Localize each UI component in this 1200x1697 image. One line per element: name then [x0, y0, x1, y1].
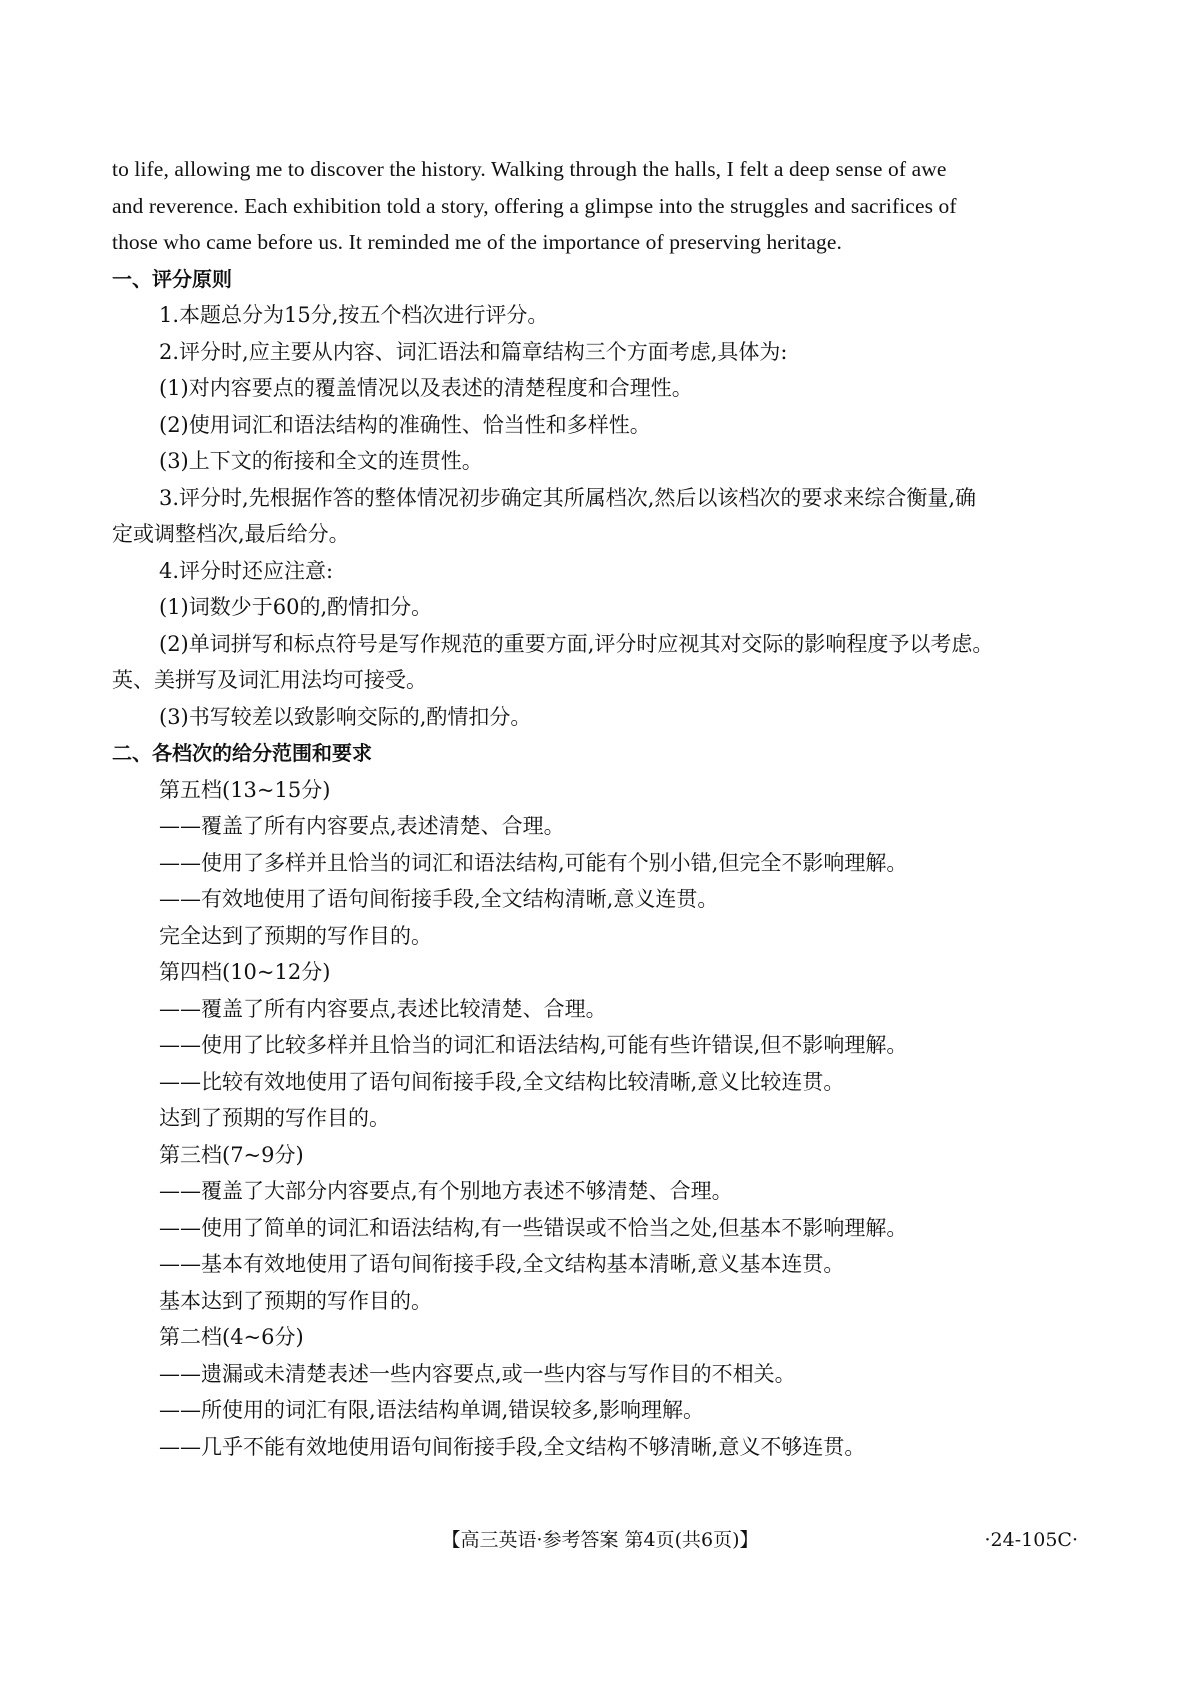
scoring-rule-line: 4.评分时还应注意:: [159, 558, 334, 583]
grade-criteria-line: 第五档(13~15分): [159, 777, 331, 802]
essay-line: to life, allowing me to discover the history. Walking through the halls, I felt a deep sense of awe: [112, 157, 947, 181]
scoring-rule-line: (2)单词拼写和标点符号是写作规范的重要方面,评分时应视其对交际的影响程度予以考虑。: [159, 631, 994, 656]
grade-criteria-line: ——覆盖了所有内容要点,表述比较清楚、合理。: [159, 996, 607, 1021]
grade-criteria-line: ——使用了多样并且恰当的词汇和语法结构,可能有个别小错,但完全不影响理解。: [159, 850, 908, 875]
essay-line: and reverence. Each exhibition told a story, offering a glimpse into the struggles and sacrifices of: [112, 193, 957, 218]
essay-excerpt: [112, 151, 1097, 261]
grade-criteria-line: ——使用了简单的词汇和语法结构,有一些错误或不恰当之处,但基本不影响理解。: [159, 1215, 908, 1240]
grade-criteria-line: 达到了预期的写作目的。: [159, 1106, 390, 1130]
scoring-principles-list: [112, 297, 1097, 735]
grade-criteria-line: ——覆盖了所有内容要点,表述清楚、合理。: [159, 814, 565, 838]
grade-criteria-line: ——使用了比较多样并且恰当的词汇和语法结构,可能有些许错误,但不影响理解。: [159, 1033, 908, 1057]
grade-criteria-line: 基本达到了预期的写作目的。: [159, 1288, 432, 1313]
scoring-rule-line: (3)书写较差以致影响交际的,酌情扣分。: [159, 704, 532, 729]
grade-criteria-line: ——有效地使用了语句间衔接手段,全文结构清晰,意义连贯。: [159, 887, 719, 911]
scoring-rule-line: 定或调整档次,最后给分。: [112, 522, 350, 546]
scoring-rule-line: 英、美拼写及词汇用法均可接受。: [112, 668, 427, 692]
scoring-rule-line: 1.本题总分为15分,按五个档次进行评分。: [159, 303, 549, 327]
scoring-rule-line: 3.评分时,先根据作答的整体情况初步确定其所属档次,然后以该档次的要求来综合衡量,确: [159, 485, 977, 510]
scoring-rule-line: (1)词数少于60的,酌情扣分。: [159, 595, 433, 619]
essay-line: those who came before us. It reminded me of the importance of preserving heritage.: [112, 230, 842, 254]
footer-page-info: 【高三英语·参考答案 第4页(共6页)】: [441, 1529, 759, 1551]
grade-criteria-line: ——所使用的词汇有限,语法结构单调,错误较多,影响理解。: [159, 1398, 705, 1422]
grade-criteria-line: 第三档(7~9分): [159, 1142, 304, 1167]
grade-criteria-line: 完全达到了预期的写作目的。: [159, 923, 432, 948]
page-footer: [0, 1522, 1200, 1558]
scoring-rule-line: (2)使用词汇和语法结构的准确性、恰当性和多样性。: [159, 412, 651, 437]
scoring-rule-line: (1)对内容要点的覆盖情况以及表述的清楚程度和合理性。: [159, 376, 693, 400]
grade-criteria-line: ——几乎不能有效地使用语句间衔接手段,全文结构不够清晰,意义不够连贯。: [159, 1434, 866, 1459]
grade-criteria-line: ——基本有效地使用了语句间衔接手段,全文结构基本清晰,意义基本连贯。: [159, 1252, 845, 1276]
section-heading-grade-levels: 二、各档次的给分范围和要求: [112, 741, 372, 765]
section-heading-scoring-principles: 一、评分原则: [112, 266, 232, 291]
scoring-rule-line: (3)上下文的衔接和全文的连贯性。: [159, 449, 483, 473]
document-body: [112, 151, 1097, 1465]
footer-exam-code: ·24-105C·: [984, 1529, 1078, 1551]
grade-criteria-line: 第二档(4~6分): [159, 1325, 304, 1349]
scoring-rule-line: 2.评分时,应主要从内容、词汇语法和篇章结构三个方面考虑,具体为:: [159, 339, 788, 364]
grade-criteria-line: ——遗漏或未清楚表述一些内容要点,或一些内容与写作目的不相关。: [159, 1361, 796, 1386]
grade-levels-list: [112, 772, 1097, 1466]
grade-criteria-line: ——比较有效地使用了语句间衔接手段,全文结构比较清晰,意义比较连贯。: [159, 1069, 845, 1094]
grade-criteria-line: ——覆盖了大部分内容要点,有个别地方表述不够清楚、合理。: [159, 1179, 733, 1203]
grade-criteria-line: 第四档(10~12分): [159, 960, 331, 984]
